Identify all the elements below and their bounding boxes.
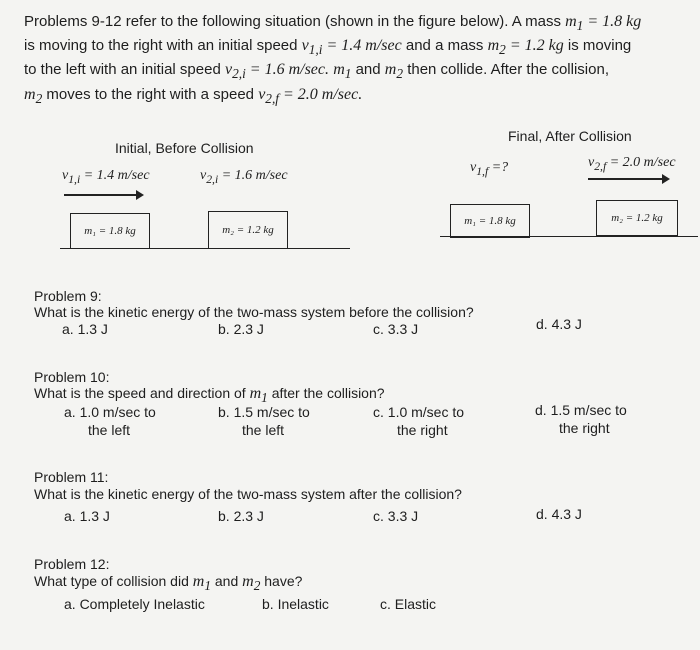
m1-box-before: m₁ = 1.8 kg <box>70 213 150 249</box>
m2-box-before: m₂ = 1.2 kg <box>208 211 288 249</box>
problem-12-title: Problem 12: <box>34 556 110 572</box>
option-line-2: the right <box>397 422 448 438</box>
option-line-2: the right <box>559 420 610 436</box>
problem-11-option-a[interactable]: a. 1.3 J <box>64 508 110 524</box>
v1i-arrow <box>64 194 142 196</box>
problem-12-question: What type of collision did $m_1$ and $m_2$ have? <box>34 573 303 594</box>
intro-line-3: to the left with an initial speed $v_{2,i} = 1.6$ m/sec. $m_1$ and $m_2$ then collide. After the collision, <box>24 61 609 82</box>
problem-10-option-a[interactable] <box>64 403 156 439</box>
option-line-1: b. 1.5 m/sec to <box>218 404 310 420</box>
problem-9-option-a[interactable]: a. 1.3 J <box>62 321 108 337</box>
option-line-2: the left <box>88 422 131 438</box>
option-line-1: c. 1.0 m/sec to <box>373 404 465 420</box>
intro-paragraph <box>24 12 684 109</box>
problem-9-option-d[interactable]: d. 4.3 J <box>536 316 582 332</box>
problem-12-option-c[interactable]: c. Elastic <box>380 596 437 612</box>
problem-11-question: What is the kinetic energy of the two-mass system after the collision? <box>34 486 462 502</box>
ground-line-after <box>440 236 698 237</box>
problem-9-title: Problem 9: <box>34 288 102 304</box>
problem-12-option-b[interactable]: b. Inelastic <box>262 596 329 612</box>
problem-9-option-b[interactable]: b. 2.3 J <box>218 321 264 337</box>
problem-11-option-d[interactable]: d. 4.3 J <box>536 506 582 522</box>
after-collision-label: Final, After Collision <box>508 128 632 144</box>
option-line-1: d. 1.5 m/sec to <box>535 402 627 418</box>
problem-10-option-b[interactable] <box>218 403 310 439</box>
problem-9-question: What is the kinetic energy of the two-mass system before the collision? <box>34 304 474 320</box>
problem-11-option-c[interactable]: c. 3.3 J <box>373 508 419 524</box>
m2-box-after: m₂ = 1.2 kg <box>596 200 678 236</box>
problem-10-option-d[interactable] <box>535 401 627 437</box>
v1i-label: $v_{1,i} = 1.4$ m/sec <box>62 168 150 186</box>
intro-line-1: Problems 9-12 refer to the following situation (shown in the figure below). A mass $m_1 = 1.8$ kg <box>24 13 642 34</box>
v2f-arrow <box>588 178 668 180</box>
option-line-2: the left <box>242 422 285 438</box>
problem-11-option-b[interactable]: b. 2.3 J <box>218 508 264 524</box>
v2i-label: $v_{2,i} = 1.6$ m/sec <box>200 168 288 186</box>
problem-11-title: Problem 11: <box>34 469 109 485</box>
before-collision-label: Initial, Before Collision <box>115 140 254 156</box>
problem-12-option-a[interactable]: a. Completely Inelastic <box>64 596 205 612</box>
v2f-label: $v_{2,f} = 2.0$ m/sec <box>588 155 676 173</box>
problem-10-title: Problem 10: <box>34 369 110 385</box>
problem-10-option-c[interactable] <box>373 403 464 439</box>
problem-10-question: What is the speed and direction of $m_1$ after the collision? <box>34 385 385 406</box>
ground-line-before <box>60 248 350 249</box>
intro-line-2: is moving to the right with an initial speed $v_{1,i} = 1.4$ m/sec and a mass $m_2 = 1.2$ kg is moving <box>24 37 632 58</box>
problem-9-option-c[interactable]: c. 3.3 J <box>373 321 419 337</box>
intro-line-4: $m_2$ moves to the right with a speed $v_{2,f} = 2.0$ m/sec. <box>24 85 363 106</box>
v1f-label: $v_{1,f}$ =? <box>470 160 509 178</box>
m1-box-after: m₁ = 1.8 kg <box>450 204 530 238</box>
option-line-1: a. 1.0 m/sec to <box>64 404 156 420</box>
